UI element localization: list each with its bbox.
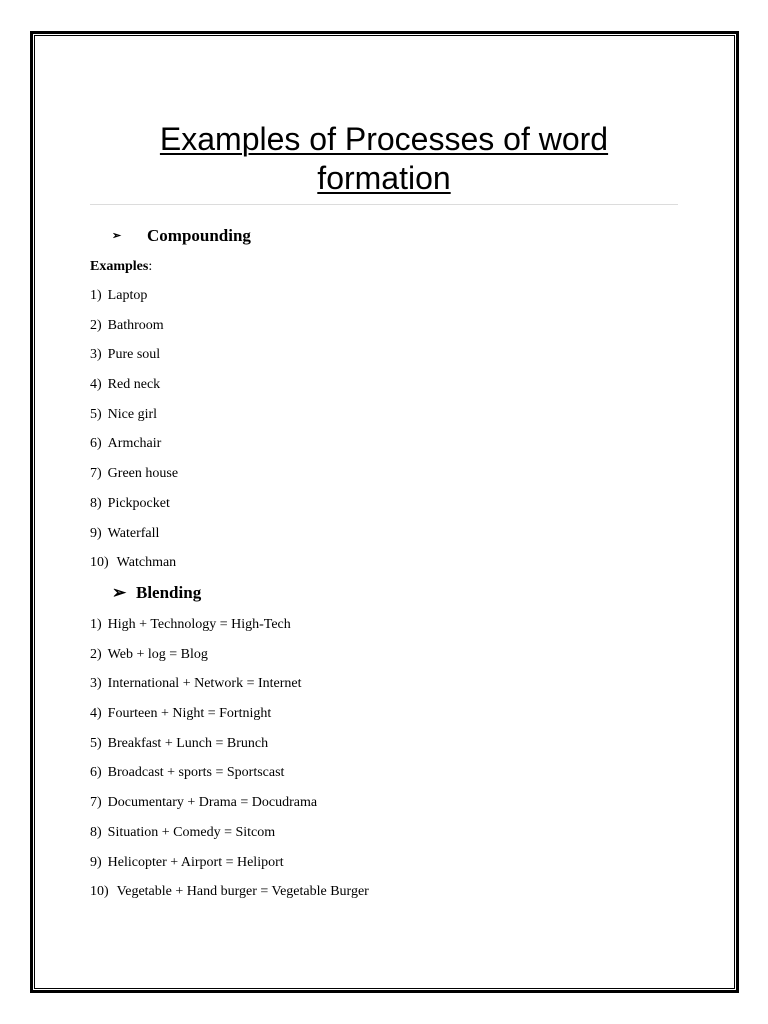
item-text: Pickpocket xyxy=(107,495,170,511)
item-text: Documentary + Drama = Docudrama xyxy=(107,795,318,811)
item-text: Nice girl xyxy=(107,406,158,422)
item-number: 5) xyxy=(90,406,102,422)
list-item xyxy=(90,616,369,646)
item-text: Waterfall xyxy=(107,525,160,541)
small-arrowhead-bullet-icon: ➢ xyxy=(112,230,122,242)
examples-label xyxy=(90,258,152,276)
title-divider xyxy=(90,204,678,205)
item-text: Vegetable + Hand burger = Vegetable Burger xyxy=(116,884,369,900)
list-item xyxy=(90,346,178,376)
list-item xyxy=(90,435,178,465)
list-item xyxy=(90,465,178,495)
item-number: 9) xyxy=(90,525,102,541)
item-text: Laptop xyxy=(107,288,148,303)
examples-label-text: Examples xyxy=(90,259,149,274)
item-number: 4) xyxy=(90,377,102,393)
list-item xyxy=(90,764,369,794)
arrowhead-bullet-icon: ➢ xyxy=(112,583,127,602)
item-text: International + Network = Internet xyxy=(107,676,302,692)
item-text: Armchair xyxy=(107,436,162,452)
item-number: 1) xyxy=(90,288,102,303)
list-item xyxy=(90,554,178,584)
examples-label-colon: : xyxy=(148,259,153,274)
list-item xyxy=(90,495,178,525)
item-number: 5) xyxy=(90,735,102,751)
list-item xyxy=(90,883,369,913)
list-item xyxy=(90,675,369,705)
item-number: 8) xyxy=(90,495,102,511)
item-number: 7) xyxy=(90,466,102,482)
list-item xyxy=(90,705,369,735)
item-text: Situation + Comedy = Sitcom xyxy=(107,824,276,840)
item-text: High + Technology = High-Tech xyxy=(107,617,291,632)
item-text: Fourteen + Night = Fortnight xyxy=(107,706,272,722)
item-number: 6) xyxy=(90,436,102,452)
item-text: Green house xyxy=(107,466,179,482)
list-item xyxy=(90,824,369,854)
section-heading-label: Compounding xyxy=(147,226,251,245)
item-text: Red neck xyxy=(107,377,161,393)
item-text: Breakfast + Lunch = Brunch xyxy=(107,735,269,751)
item-number: 2) xyxy=(90,646,102,662)
list-item xyxy=(90,646,369,676)
list-item xyxy=(90,317,178,347)
compounding-examples-list xyxy=(90,287,178,584)
item-text: Pure soul xyxy=(107,347,161,363)
item-text: Bathroom xyxy=(107,317,164,333)
item-number: 1) xyxy=(90,617,102,632)
item-text: Helicopter + Airport = Heliport xyxy=(107,854,284,870)
list-item xyxy=(90,406,178,436)
list-item xyxy=(90,854,369,884)
list-item xyxy=(90,735,369,765)
item-number: 8) xyxy=(90,824,102,840)
page-title: Examples of Processes of word formation xyxy=(159,121,609,196)
item-number: 3) xyxy=(90,676,102,692)
section-heading-label: Blending xyxy=(136,583,202,602)
item-text: Broadcast + sports = Sportscast xyxy=(107,765,285,781)
item-number: 2) xyxy=(90,317,102,333)
list-item xyxy=(90,794,369,824)
item-number: 9) xyxy=(90,854,102,870)
item-number: 10) xyxy=(90,555,109,571)
item-number: 7) xyxy=(90,795,102,811)
item-text: Watchman xyxy=(116,555,177,571)
list-item xyxy=(90,287,178,317)
list-item xyxy=(90,525,178,555)
section-heading-compounding xyxy=(112,226,251,246)
item-number: 3) xyxy=(90,347,102,363)
item-number: 6) xyxy=(90,765,102,781)
list-item xyxy=(90,376,178,406)
item-text: Web + log = Blog xyxy=(107,646,208,662)
blending-examples-list xyxy=(90,616,369,913)
item-number: 10) xyxy=(90,884,109,900)
section-heading-blending xyxy=(112,583,201,603)
item-number: 4) xyxy=(90,706,102,722)
